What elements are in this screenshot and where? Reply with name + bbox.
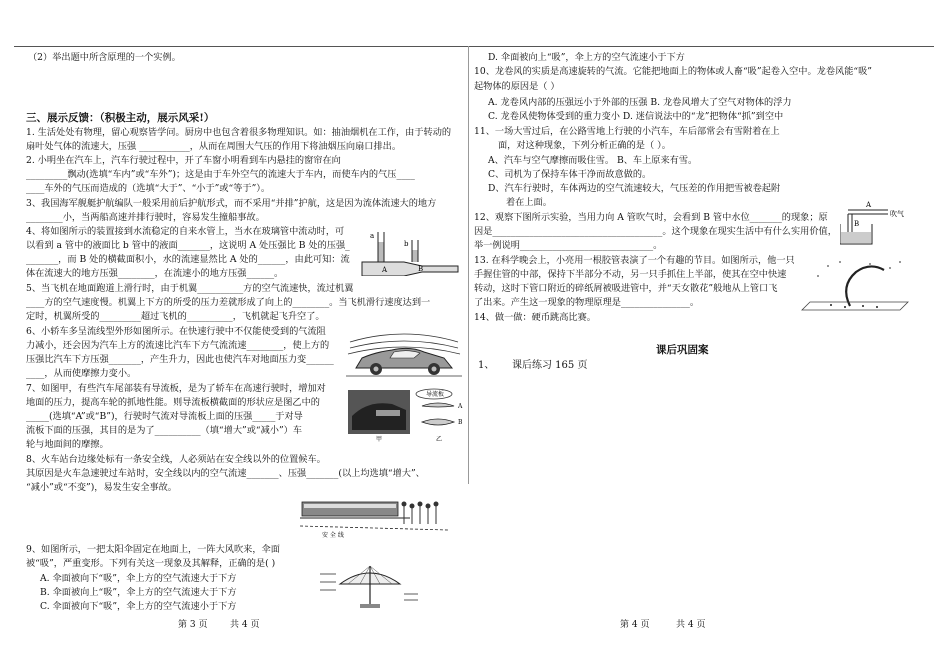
homework-item-number: 1、 bbox=[478, 360, 495, 371]
label-a: a bbox=[370, 232, 375, 240]
q9-option-b: B. 伞面被向上“吸”，伞上方的空气流速大于下方 bbox=[40, 587, 237, 598]
q12-line3: 举一例说明_____________________________。 bbox=[474, 240, 663, 251]
q13-line1: 13. 在科学晚会上，小亮用一根胶管表演了一个有趣的节目。如图所示，他一只 bbox=[474, 255, 795, 266]
q6-line3: 压强比汽车下方压强_______，产生升力，因此也使汽车对地面压力变______ bbox=[26, 354, 334, 365]
q7-line2: 地面的压力，提高车轮的抓地性能。则导流板横截面的形状应是图乙中的 bbox=[26, 397, 320, 408]
label-B: B bbox=[418, 265, 424, 273]
label-A: A bbox=[382, 266, 388, 274]
q1-line1: 1. 生活处处有物理，留心观察皆学问。厨房中也包含着很多物理知识。如：抽油烟机在工作，由于转动的 bbox=[26, 127, 452, 138]
blow-label-A: A bbox=[866, 201, 872, 209]
left-footer-total: 共 4 页 bbox=[230, 620, 260, 630]
q6-line2: 力减小，还会因为汽车上方的流速比汽车下方气流流速________，使上方的 bbox=[26, 340, 330, 351]
column-divider bbox=[468, 46, 469, 484]
q14-line: 14、做一做：硬币跳高比赛。 bbox=[474, 312, 596, 323]
spoiler-label: 导流板 bbox=[426, 391, 445, 398]
q12-line2: 因是_____________________________________。这个现象在现实生活中有什么实用价值， bbox=[474, 226, 837, 237]
q4-line1: 4、将如图所示的装置接到水流稳定的自来水管上，当水在玻璃管中流动时，可 bbox=[26, 226, 345, 237]
q10-line2: 起物体的原因是（ ） bbox=[474, 81, 560, 92]
q1-line2: 扇叶处气体的流速大，压强 ___________，从而在周围大气压的作用下将油烟压向扇口排出。 bbox=[26, 141, 402, 152]
section-title: 三、展示反馈：（积极主动，展示风采!） bbox=[26, 112, 215, 124]
venturi-tube-figure bbox=[360, 228, 460, 276]
q8-line3: “减小”或“不变”)，易发生安全事故。 bbox=[26, 482, 177, 493]
q2-line1: 2. 小明坐在汽车上，汽车行驶过程中，开了车窗小明看到车内悬挂的窗帘在向 bbox=[26, 155, 341, 166]
homework-title: 课后巩固案 bbox=[656, 344, 709, 356]
q4-line2: 以看到 a 管中的液面比 b 管中的液面_______，这说明 A 处压强比 B 处的压强_ bbox=[26, 240, 350, 251]
label-jia: 甲 bbox=[376, 436, 383, 442]
blow-tube-figure bbox=[840, 198, 910, 246]
q13-line2: 手握住管的中部，保持下半部分不动，另一只手抓住上半部，使其在空中快速 bbox=[474, 269, 787, 280]
q9-line2: 被“吸”，严重变形。下列有关这一现象及其解释，正确的是( ) bbox=[26, 558, 276, 569]
q8-line2: 其原因是火车急速驶过车站时，安全线以内的空气流速_______、压强_______(以上均选填“增大”、 bbox=[26, 468, 425, 479]
train-station-figure bbox=[300, 496, 448, 540]
right-footer-total: 共 4 页 bbox=[676, 620, 706, 630]
q11-line2: 面，对这种现象，下列分析正确的是（ ）。 bbox=[498, 140, 671, 151]
q5-line1: 5、当飞机在地面跑道上滑行时，由于机翼__________方的空气流速快，流过机翼 bbox=[26, 283, 354, 294]
q7-line4: 流板下面的压强，其目的是为了__________（填“增大”或“减小”）车 bbox=[26, 425, 303, 436]
q8-line1: 8、火车站台边缘处标有一条安全线，人必须站在安全线以外的位置候车。 bbox=[26, 454, 326, 465]
q5-line3: 定时，机翼所受的_________超过飞机的__________，飞机就起飞升空了。 bbox=[26, 311, 325, 322]
q11-line1: 11、一场大雪过后，在公路雪地上行驶的小汽车，车后部常会有雪附着在上 bbox=[474, 126, 780, 137]
q10-options-ab: A. 龙卷风内部的压强远小于外部的压强 B. 龙卷风增大了空气对物体的浮力 bbox=[488, 97, 792, 108]
q9-line1: 9、如图所示，一把太阳伞固定在地面上，一阵大风吹来，伞面 bbox=[26, 544, 280, 555]
rotating-hose-figure bbox=[800, 256, 918, 312]
blow-label-B: B bbox=[854, 220, 860, 228]
q4-line3: _______，而 B 处的横截面积小，水的流速显然比 A 处的______，由此可知：流 bbox=[26, 254, 350, 265]
q5-line2: ____方的空气速度慢。机翼上下方的所受的压力差就形成了向上的________。当飞机滑行速度达到一 bbox=[26, 297, 431, 308]
q9-option-d: D. 伞面被向上“吸”，伞上方的空气流速小于下方 bbox=[488, 52, 685, 63]
top-rule bbox=[14, 46, 934, 47]
q11-options-ab: A、汽车与空气摩擦而吸住雪。 B、车上原来有雪。 bbox=[488, 155, 698, 166]
q9-option-c: C. 伞面被向下“吸”，伞上方的空气流速小于下方 bbox=[40, 601, 237, 612]
q11-option-c: C、司机为了保持车体干净而故意做的。 bbox=[488, 169, 652, 180]
safety-line-label: 安 全 线 bbox=[322, 532, 344, 539]
q9-option-a: A. 伞面被向下“吸”，伞上方的空气流速大于下方 bbox=[40, 573, 237, 584]
q2-line3: ____车外的气压而造成的（选填“大于”、“小于”或“等于”）。 bbox=[26, 183, 271, 194]
q3-line2: ________小，当两船高速并排行驶时，容易发生撞船事故。 bbox=[26, 212, 265, 223]
q7-line5: 轮与地面间的摩擦。 bbox=[26, 439, 109, 450]
umbrella-figure bbox=[320, 560, 420, 612]
spoiler-figure bbox=[346, 386, 464, 442]
right-footer-page: 第 4 页 bbox=[620, 620, 650, 630]
q7-line3: _____(选填“A”或“B”)，行驶时气流对导流板上面的压强_____于对导 bbox=[26, 411, 303, 422]
spoiler-A: A bbox=[458, 403, 463, 410]
label-yi: 乙 bbox=[436, 436, 443, 442]
q4-line4: 体在流速大的地方压强________，在流速小的地方压强______。 bbox=[26, 268, 284, 279]
left-top-line: （2）举出题中所含原理的一个实例。 bbox=[28, 52, 181, 63]
q6-line1: 6、小轿车多呈流线型外形如图所示。在快速行驶中不仅能使受到的气流阻 bbox=[26, 326, 326, 337]
blow-label: 吹气 bbox=[890, 210, 904, 218]
q2-line2: _________飘动(选填“车内”或“车外”)；这是由于车外空气的流速大于车内，而使车内的气压____ bbox=[26, 169, 415, 180]
q6-line4: ____，从而使摩擦力变小。 bbox=[26, 368, 137, 379]
left-footer-page: 第 3 页 bbox=[178, 620, 208, 630]
q10-options-cd: C. 龙卷风使物体受到的重力变小 D. 迷信说法中的“龙”把物体“抓”到空中 bbox=[488, 111, 784, 122]
q10-line1: 10、龙卷风的实质是高速旋转的气流。它能把地面上的物体或人畜“吸”起卷入空中。龙卷风能“吸” bbox=[474, 66, 872, 77]
label-b: b bbox=[404, 240, 409, 248]
q7-line1: 7、如图甲，有些汽车尾部装有导流板，是为了轿车在高速行驶时，增加对 bbox=[26, 383, 326, 394]
homework-item: 课后练习 165 页 bbox=[512, 360, 588, 371]
q12-line1: 12、观察下图所示实验，当用力向 A 管吹气时，会看到 B 管中水位_______的现象；原 bbox=[474, 212, 828, 223]
q3-line1: 3、我国海军舰艇护航编队一般采用前后护航形式，而不采用“并排”护航，这是因为流体流速大的地方 bbox=[26, 198, 437, 209]
q11-option-d: D、汽车行驶时，车体两边的空气流速较大，气压差的作用把雪被卷起附 bbox=[488, 183, 781, 194]
car-streamline-figure bbox=[346, 328, 462, 378]
q13-line3: 转动，这时下管口附近的碎纸屑被吸进管中，并“天女散花”般地从上管口飞 bbox=[474, 283, 778, 294]
q13-line4: 了出来。产生这一现象的物理原理是_______________。 bbox=[474, 297, 700, 308]
q11-option-d-cont: 着在上面。 bbox=[506, 197, 552, 208]
spoiler-B: B bbox=[458, 419, 463, 426]
